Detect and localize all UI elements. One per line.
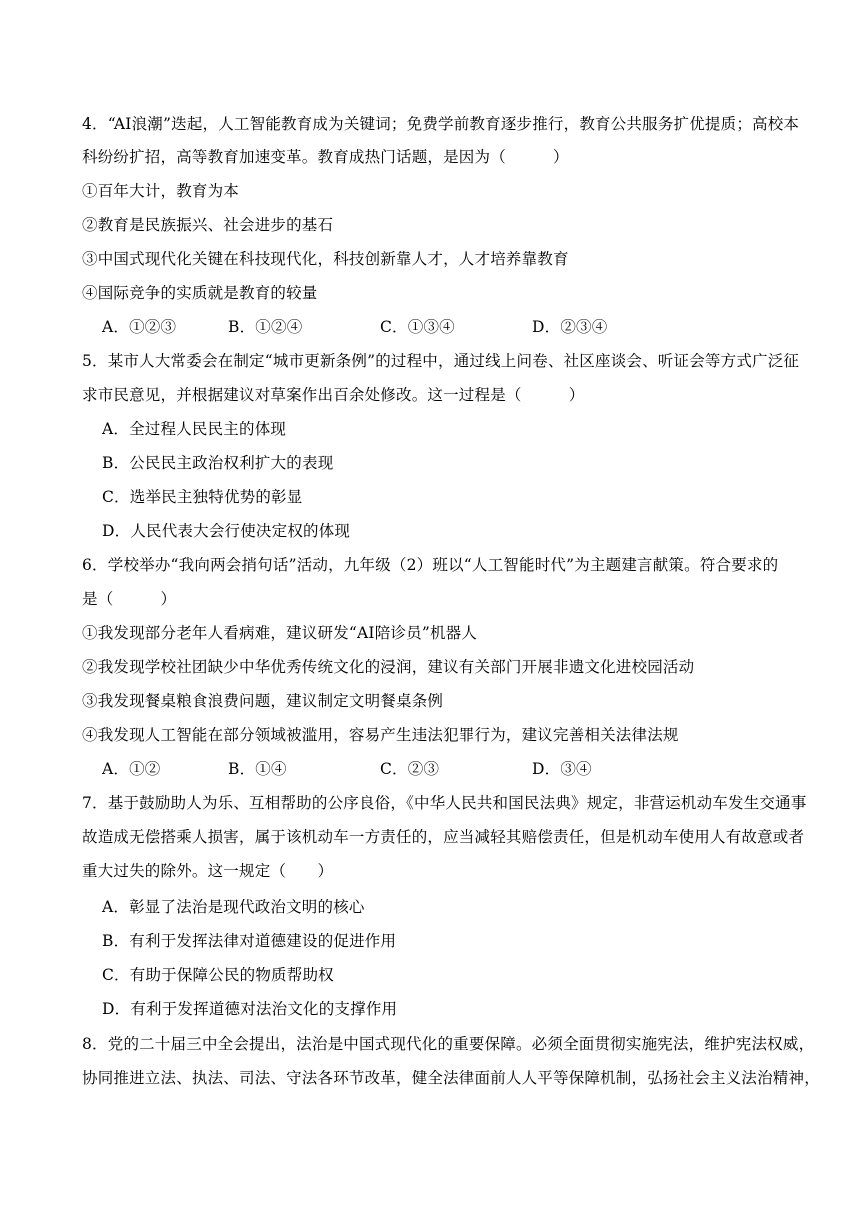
question-5-line-2: 求市民意见，并根据建议对草案作出百余处修改。这一过程是（ ） bbox=[82, 386, 585, 404]
question-7-answer-c: C．有助于保障公民的物质帮助权 bbox=[102, 966, 334, 984]
question-5-answer-c: C．选举民主独特优势的彰显 bbox=[102, 488, 303, 506]
question-6-statement-3: ③我发现餐桌粮食浪费问题，建议制定文明餐桌条例 bbox=[82, 692, 444, 710]
question-7-line-1: 7．基于鼓励助人为乐、互相帮助的公序良俗，《中华人民共和国民法典》规定，非营运机动车发生交通事 bbox=[82, 794, 807, 812]
question-6-option-a: A．①② bbox=[102, 760, 161, 778]
question-4-option-b: B．①②④ bbox=[228, 318, 303, 336]
question-6-option-d: D．③④ bbox=[532, 760, 592, 778]
question-5-line-1: 5．某市人大常委会在制定“城市更新条例”的过程中，通过线上问卷、社区座谈会、听证会等方式广泛征 bbox=[82, 352, 800, 370]
question-4-option-c: C．①③④ bbox=[380, 318, 455, 336]
question-6-line-1: 6．学校举办“我向两会捎句话”活动，九年级（2）班以“人工智能时代”为主题建言献策。符合要求的 bbox=[82, 556, 779, 574]
question-4-option-a: A．①②③ bbox=[102, 318, 177, 336]
question-5-answer-a: A．全过程人民民主的体现 bbox=[102, 420, 287, 438]
question-6-statement-4: ④我发现人工智能在部分领域被滥用，容易产生违法犯罪行为，建议完善相关法律法规 bbox=[82, 726, 679, 744]
question-8-line-1: 8．党的二十届三中全会提出，法治是中国式现代化的重要保障。必须全面贯彻实施宪法，维护宪法权威， bbox=[82, 1035, 815, 1053]
question-6-statement-2: ②我发现学校社团缺少中华优秀传统文化的浸润，建议有关部门开展非遗文化进校园活动 bbox=[82, 658, 695, 676]
question-4-statement-3: ③中国式现代化关键在科技现代化，科技创新靠人才，人才培养靠教育 bbox=[82, 250, 569, 268]
question-6-statement-1: ①我发现部分老年人看病难，建议研发“AI陪诊员”机器人 bbox=[82, 624, 478, 642]
question-7-line-2: 故造成无偿搭乘人损害，属于该机动车一方责任的，应当减轻其赔偿责任，但是机动车使用人有故意或者 bbox=[82, 828, 805, 846]
question-6-option-b: B．①④ bbox=[228, 760, 287, 778]
question-7-answer-d: D．有利于发挥道德对法治文化的支撑作用 bbox=[102, 1000, 398, 1018]
question-4-statement-4: ④国际竞争的实质就是教育的较量 bbox=[82, 284, 318, 302]
question-7-line-3: 重大过失的除外。这一规定（ ） bbox=[82, 862, 334, 880]
question-4-line-1: 4．“AI浪潮”迭起，人工智能教育成为关键词；免费学前教育逐步推行，教育公共服务扩优提质；高校本 bbox=[82, 115, 800, 133]
question-4-line-2: 科纷纷扩招，高等教育加速变革。教育成热门话题，是因为（ ） bbox=[82, 148, 569, 166]
question-4-option-d: D．②③④ bbox=[532, 318, 608, 336]
question-5-answer-d: D．人民代表大会行使决定权的体现 bbox=[102, 522, 351, 540]
question-6-option-c: C．②③ bbox=[380, 760, 440, 778]
question-8-line-2: 协同推进立法、执法、司法、守法各环节改革，健全法律面前人人平等保障机制，弘扬社会主义法治精神， bbox=[82, 1069, 820, 1087]
question-7-answer-a: A．彰显了法治是现代政治文明的核心 bbox=[102, 898, 365, 916]
question-4-statement-2: ②教育是民族振兴、社会进步的基石 bbox=[82, 216, 334, 234]
question-5-answer-b: B．公民民主政治权利扩大的表现 bbox=[102, 454, 334, 472]
question-4-statement-1: ①百年大计，教育为本 bbox=[82, 182, 240, 200]
question-6-line-2: 是（ ） bbox=[82, 590, 177, 608]
question-7-answer-b: B．有利于发挥法律对道德建设的促进作用 bbox=[102, 932, 397, 950]
